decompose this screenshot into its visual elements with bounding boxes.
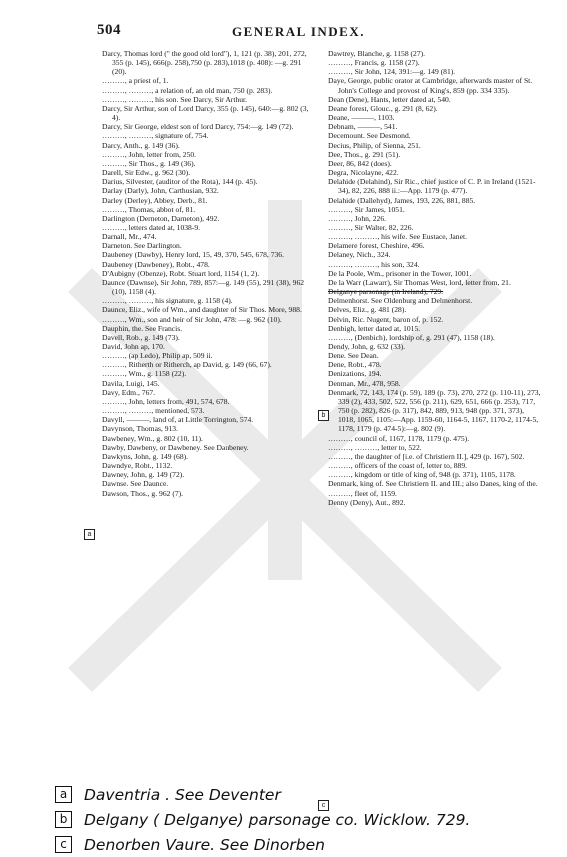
index-entry: Dee, Thos., g. 291 (51). <box>328 149 401 159</box>
index-entry: ………, Thomas, abbot of, 81. <box>102 204 196 214</box>
handwritten-note <box>55 782 535 807</box>
note-marker: c <box>55 836 72 853</box>
index-entry: ………, Wm., son and heir of Sir John, 478: —g. 962 (10). <box>102 314 282 324</box>
index-entry: Delahide (Delahind), Sir Ric., chief justice of C. P. in Ireland (1521-34), 82, 226, 888 ii.:—App. 1179 (p. 477). <box>328 177 536 196</box>
index-column-right <box>328 49 543 507</box>
index-entry: Deer, 86, 842 (does). <box>328 158 392 168</box>
index-entry: Daubeney (Dawbeney), Robt., 478. <box>102 259 210 269</box>
index-entry: Degra, Nicolayne, 422. <box>328 168 399 178</box>
index-entry: Dawson, Thos., g. 962 (7). <box>102 488 184 498</box>
index-entry: Denman, Mr., 478, 958. <box>328 378 401 388</box>
index-entry: ………, council of, 1167, 1178, 1179 (p. 475). <box>328 433 470 443</box>
index-entry: De la Warr (Lawarr), Sir Thomas West, lord, letter from, 21. <box>328 277 511 287</box>
insertion-marker-a: a <box>84 529 95 540</box>
index-entry: Davila, Luigi, 145. <box>102 378 160 388</box>
index-entry: Dean (Dene), Hants, letter dated at, 540. <box>328 94 451 104</box>
index-entry: Dawney, John, g. 149 (72). <box>102 470 185 480</box>
index-entry: De la Poole, Wm., prisoner in the Tower, 1001. <box>328 268 472 278</box>
note-text: Denorben Vaure. See Dinorben <box>84 835 325 854</box>
index-entry: ………, (ap Ledo), Philip ap, 509 ii. <box>102 351 213 361</box>
page-title: GENERAL INDEX. <box>232 24 365 39</box>
index-entry: ………, ………, a relation of, an old man, 750 (p. 283). <box>102 85 273 95</box>
index-entry: ………, Sir John, 124, 391:—g. 149 (81). <box>328 67 456 77</box>
insertion-marker-b: b <box>318 410 329 421</box>
index-entry: ………, ………, mentioned, 573. <box>102 406 205 416</box>
handwritten-note <box>55 807 535 832</box>
index-entry: Delves, Eliz., g. 481 (28). <box>328 305 407 315</box>
index-entry: ………, ………, his son, 324. <box>328 259 420 269</box>
index-entry: Darcy, Sir George, eldest son of lord Darcy, 754:—g. 149 (72). <box>102 122 294 132</box>
index-entry: ………, ………, his signature, g. 1158 (4). <box>102 296 233 306</box>
index-entry: ………, John, letters from, 491, 574, 678. <box>102 396 230 406</box>
handwritten-notes <box>55 782 535 857</box>
note-text: Delgany ( Delganye) parsonage co. Wicklow. 729. <box>84 810 471 829</box>
index-entry: Daunce, Eliz., wife of Wm., and daughter of Sir Thos. More, 988. <box>102 305 302 315</box>
index-entry: Denny (Deny), Aut., 892. <box>328 497 406 507</box>
index-entry: ………, Francis, g. 1158 (27). <box>328 58 420 68</box>
index-entry: Davyll, ———, land of, at Little Torrington, 574. <box>102 415 254 425</box>
index-entry: ………, ………, his son. See Darcy, Sir Arthur. <box>102 94 248 104</box>
index-entry: ………, Sir Thos., g. 149 (36). <box>102 158 196 168</box>
index-entry: Davy, Edm., 767. <box>102 387 156 397</box>
index-entry: ………, the daughter of [i.e. of Christiern II.], 429 (p. 167), 502. <box>328 451 525 461</box>
index-entry: Darcy, Sir Arthur, son of Lord Darcy, 355 (p. 145), 640:—g. 802 (3, 4). <box>102 103 309 123</box>
index-entry: ………, kingdom or title of king of, 948 (p. 371), 1105, 1178. <box>328 470 516 480</box>
index-entry: ………, officers of the coast of, letter to, 889. <box>328 461 468 471</box>
page-header <box>0 22 567 42</box>
index-entry: Denmark, 72, 143, 174 (p. 59), 189 (p. 73), 270, 272 (p. 110-11), 273, 339 (2), 433, 502, 522, 556 (p. 211), 629, 651, 666 (p. 253), 717, 750 (p. 282), 826 (p. 317), 842, 889, 913, 948 (pp. 371, 373), 1018, 1065, 1105:—App. 1159-60, 1164-5, 1167, 1170-2, 1174-5, 1178, 1179 (p. 474-5):—g. 802 (9). <box>328 387 541 434</box>
index-entry: Denizations, 194. <box>328 369 382 379</box>
note-text: Daventria . See Deventer <box>84 785 281 804</box>
index-entry: Debnam, ———, 541. <box>328 122 398 132</box>
page-number: 504 <box>97 22 121 38</box>
note-marker: b <box>55 811 72 828</box>
index-entry: ………, (Denbich), lordship of, g. 291 (47), 1158 (18). <box>328 332 495 342</box>
index-entry: Deane forest, Glouc., g. 291 (8, 62). <box>328 103 438 113</box>
index-entry: Deane, ———, 1103. <box>328 113 395 123</box>
index-entry: Darius, Silvester, (auditor of the Rota), 144 (p. 45). <box>102 177 258 187</box>
index-entry: Darneton. See Darlington. <box>102 241 182 251</box>
index-entry: Delmenhorst. See Oldenburg and Delmenhorst. <box>328 296 473 306</box>
index-entry: Delganye parsonage (in Ireland), 729. <box>328 287 444 297</box>
index-entry: Darlay (Darly), John, Carthusian, 932. <box>102 186 219 196</box>
index-entry: Dawndye, Robt., 1132. <box>102 461 173 471</box>
index-entry: ………, Wm., g. 1158 (22). <box>102 369 187 379</box>
handwritten-note <box>55 832 535 857</box>
index-entry: Delvin, Ric. Nugent, baron of, p. 152. <box>328 314 444 324</box>
index-entry: Dawtrey, Blanche, g. 1158 (27). <box>328 49 426 58</box>
index-entry: Daye, George, public orator at Cambridge, afterwards master of St. John's College and provost of King's, 859 (pp. 334 335). <box>328 76 533 95</box>
index-entry: Darnall, Mr., 474. <box>102 232 157 242</box>
index-entry: ………, John, letter from, 250. <box>102 149 197 159</box>
index-entry: ………, a priest of, 1. <box>102 76 169 86</box>
index-entry: Daubeney (Dawby), Henry lord, 15, 49, 370, 545, 678, 736. <box>102 250 285 260</box>
index-entry: D'Aubigny (Obenze), Robt. Stuart lord, 1154 (1, 2). <box>102 268 260 278</box>
index-entry: ………, fleet of, 1159. <box>328 488 397 498</box>
index-entry: ………, John, 226. <box>328 213 387 223</box>
index-entry: Dendy, John, g. 632 (33). <box>328 342 406 351</box>
index-entry: Denmark, king of. See Christiern II. and III.; also Danes, king of the. <box>328 479 538 489</box>
index-entry: Darcy, Thomas lord (" the good old lord"), 1, 121 (p. 38), 201, 272, 355 (p. 145), 666(p. 258),750 (p. 283),1018 (p. 408): —g. 291 (20). <box>102 49 307 77</box>
index-entry: Dene, Robt., 478. <box>328 360 382 370</box>
index-entry: ………, ………, letter to, 522. <box>328 442 422 452</box>
insertion-marker-c: c <box>318 800 329 811</box>
index-entry: Darlington (Derneton, Darneton), 492. <box>102 213 220 223</box>
index-entry: Davynson, Thomas, 913. <box>102 424 179 434</box>
index-entry: Decemount. See Desmond. <box>328 131 411 141</box>
index-entry: David, John ap, 170. <box>102 342 165 351</box>
index-entry: ………, Sir Walter, 82, 226. <box>328 222 414 232</box>
index-entry: Delaney, Nich., 324. <box>328 250 391 260</box>
index-entry: Davell, Rob., g. 149 (73). <box>102 332 180 342</box>
index-entry: ………, Sir James, 1051. <box>328 204 405 214</box>
index-entry: Dawbeney, Wm., g. 802 (10, 11). <box>102 433 203 443</box>
index-entry: ………, ………, his wife. See Eustace, Janet. <box>328 232 467 242</box>
index-entry: Daunce (Dawnse), Sir John, 789, 857:—g. 149 (55), 291 (38), 962 (10), 1158 (4). <box>102 277 305 297</box>
index-entry: Dawkyns, John, g. 149 (68). <box>102 451 189 461</box>
index-entry: Dawnse. See Daunce. <box>102 479 169 489</box>
index-entry: Decius, Philip, of Sienna, 251. <box>328 140 421 150</box>
index-entry: Denbigh, letter dated at, 1015. <box>328 323 421 333</box>
index-entry: Darley (Derley), Abbey, Derb., 81. <box>102 195 208 205</box>
index-entry: Dene. See Dean. <box>328 351 379 361</box>
index-entry: Dauphin, the. See Francis. <box>102 323 183 333</box>
index-entry: Delamere forest, Cheshire, 496. <box>328 241 425 251</box>
index-entry: Darcy, Anth., g. 149 (36). <box>102 140 180 150</box>
index-entry: Dawby, Dawbeny, or Dawbeney. See Daubeney. <box>102 442 249 452</box>
index-entry: Darell, Sir Edw., g. 962 (30). <box>102 168 191 178</box>
index-entry: ………, ………, signature of, 754. <box>102 131 209 141</box>
note-marker: a <box>55 786 72 803</box>
index-entry: ………, Ritherth or Ritherch, ap David, g. 149 (66, 67). <box>102 360 272 370</box>
index-column-left <box>102 49 312 498</box>
index-entry: ………, letters dated at, 1038-9. <box>102 222 201 232</box>
index-entry: Delahide (Dallehyd), James, 193, 226, 881, 885. <box>328 195 476 205</box>
